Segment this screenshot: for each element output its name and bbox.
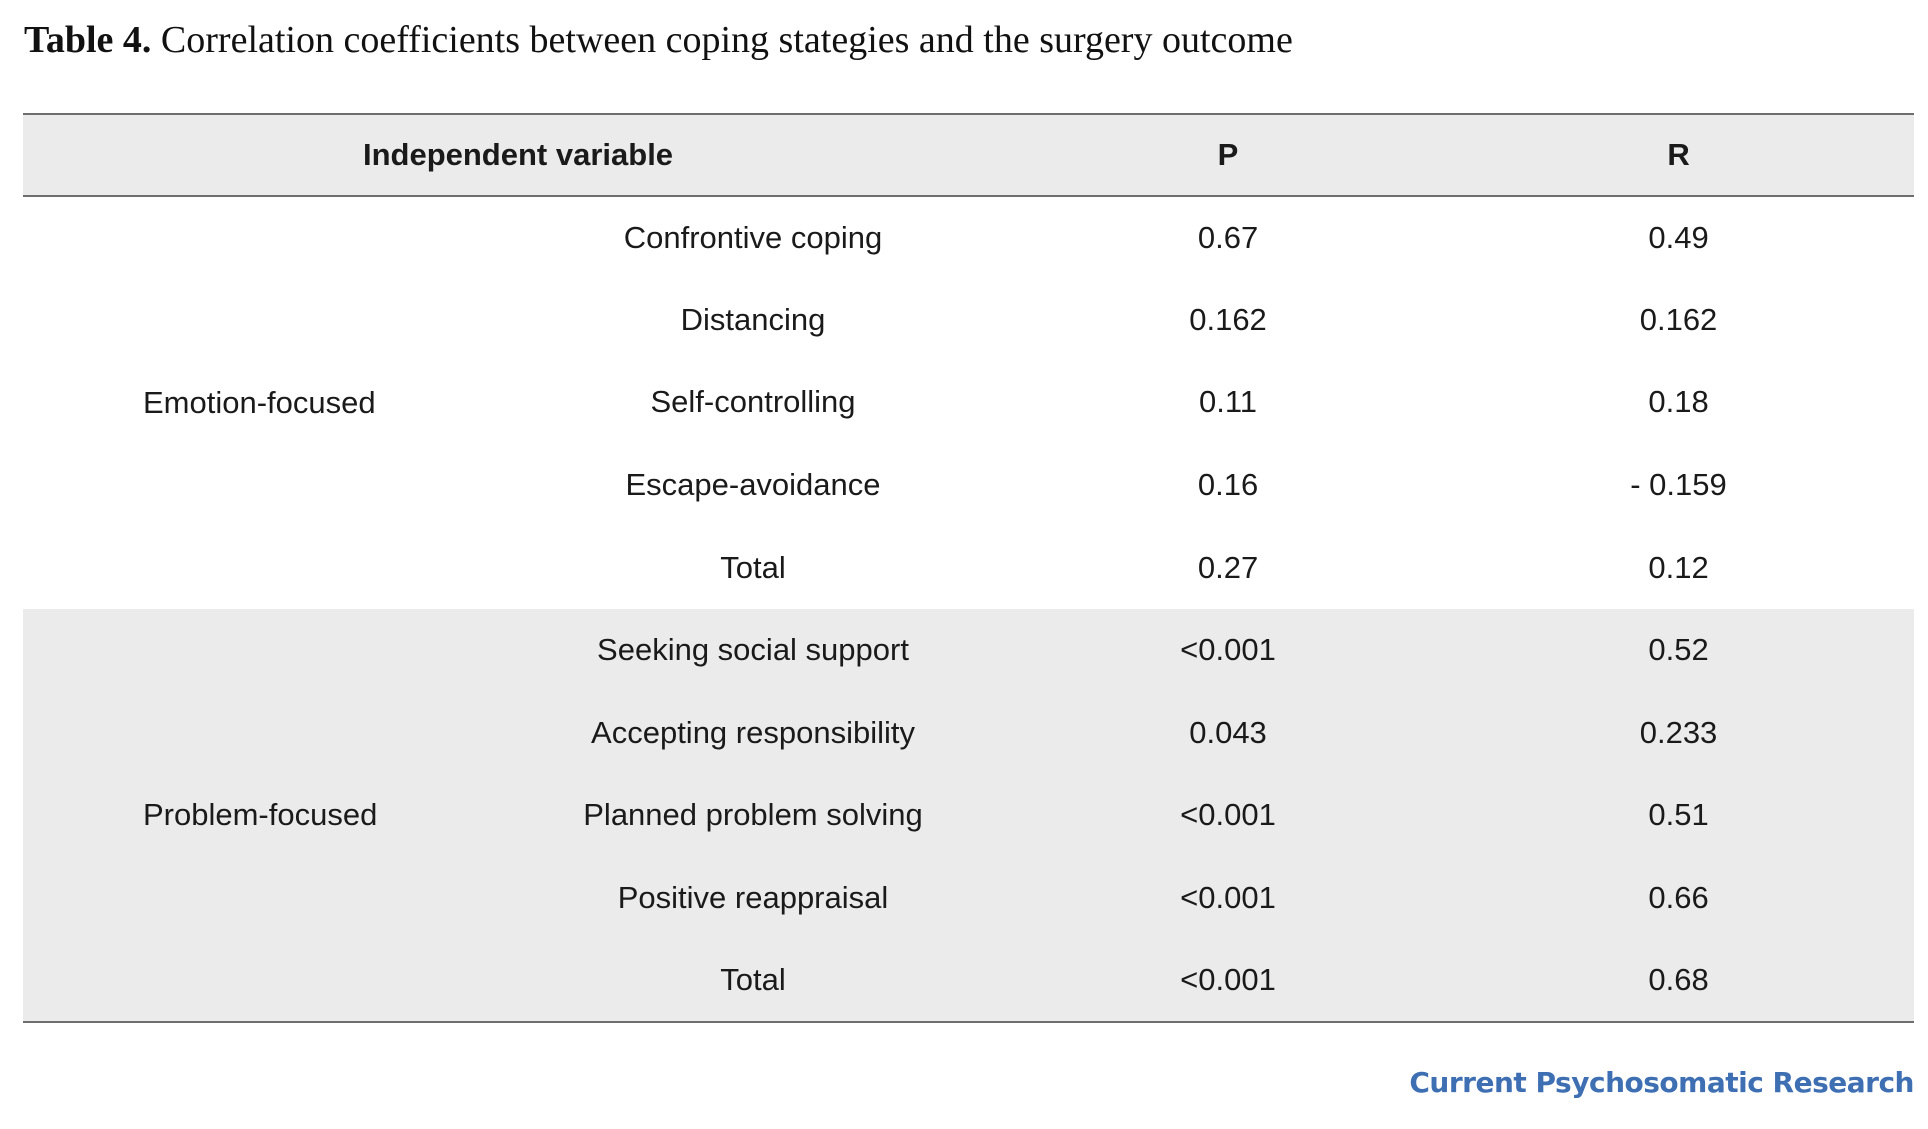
- r-cell: 0.52: [1648, 632, 1709, 668]
- table-header: [23, 114, 1914, 196]
- variable-cell: Accepting responsibility: [591, 714, 915, 750]
- p-cell: <0.001: [1180, 880, 1276, 916]
- group-label: Problem-focused: [143, 796, 378, 832]
- correlation-table-container: [23, 113, 1914, 1023]
- variable-cell: Seeking social support: [597, 632, 909, 668]
- r-cell: 0.51: [1648, 797, 1709, 833]
- journal-brand-logo: Current Psychosomatic Research: [1409, 1066, 1914, 1099]
- header-independent-variable: Independent variable: [362, 137, 674, 172]
- group-problem-focused: [23, 609, 1914, 1022]
- table-caption-text: Correlation coefficients between coping stategies and the surgery outcome: [160, 19, 1293, 61]
- p-cell: 0.162: [1189, 301, 1267, 337]
- p-cell: 0.16: [1197, 467, 1259, 503]
- header-r: R: [1667, 137, 1690, 172]
- variable-cell: Confrontive coping: [623, 219, 883, 255]
- table-caption-label: Table 4.: [24, 19, 152, 61]
- r-cell: - 0.159: [1630, 467, 1727, 503]
- p-cell: <0.001: [1180, 632, 1276, 668]
- r-cell: 0.233: [1639, 714, 1718, 750]
- table-row: [23, 196, 1914, 279]
- variable-cell: Planned problem solving: [583, 797, 923, 833]
- variable-cell: Positive reappraisal: [617, 880, 889, 916]
- table-row: [23, 609, 1914, 692]
- variable-cell: Escape-avoidance: [625, 467, 881, 503]
- p-cell: <0.001: [1180, 797, 1276, 833]
- p-cell: 0.27: [1197, 549, 1259, 585]
- group-label: Emotion-focused: [143, 384, 376, 420]
- r-cell: 0.66: [1648, 880, 1709, 916]
- r-cell: 0.162: [1639, 301, 1718, 337]
- p-cell: 0.043: [1189, 714, 1267, 750]
- variable-cell: Total: [720, 549, 786, 585]
- variable-cell: Total: [720, 962, 786, 998]
- header-row: [23, 114, 1914, 196]
- p-cell: <0.001: [1180, 962, 1276, 998]
- r-cell: 0.68: [1648, 962, 1709, 998]
- group-emotion-focused: [23, 196, 1914, 609]
- r-cell: 0.12: [1648, 549, 1709, 585]
- variable-cell: Distancing: [680, 301, 826, 337]
- p-cell: 0.11: [1198, 384, 1258, 420]
- correlation-table: [23, 113, 1914, 1023]
- variable-cell: Self-controlling: [650, 384, 856, 420]
- header-p: P: [1217, 137, 1239, 172]
- table-caption: [24, 18, 1293, 62]
- p-cell: 0.67: [1197, 219, 1259, 255]
- r-cell: 0.18: [1648, 384, 1709, 420]
- r-cell: 0.49: [1648, 219, 1709, 255]
